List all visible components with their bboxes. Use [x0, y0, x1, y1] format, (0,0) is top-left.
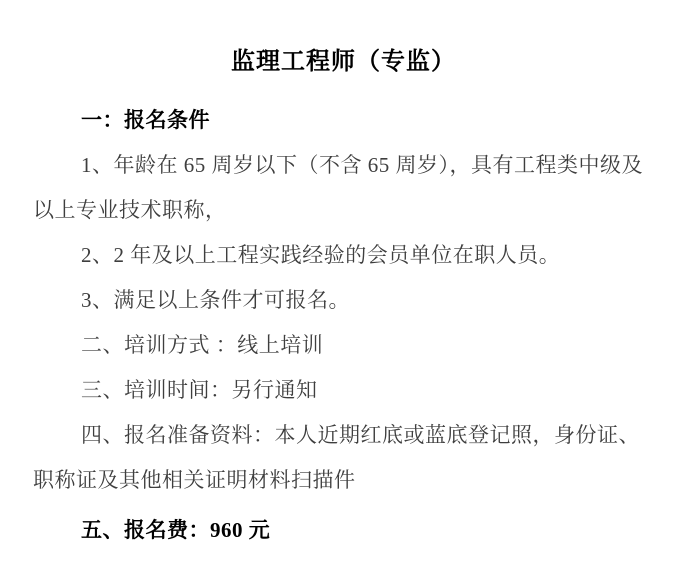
section-training-time: 三、培训时间：另行通知 [81, 378, 318, 402]
section-signup-fee: 五、报名费：960 元 [81, 518, 271, 542]
document-title: 监理工程师（专监） [231, 49, 456, 75]
section-heading-signup-conditions: 一：报名条件 [81, 108, 210, 132]
condition-1-age-and-title: 1、年龄在 65 周岁以下（不含 65 周岁），具有工程类中级及以上专业技术职称， [33, 153, 643, 222]
condition-3-eligibility: 3、满足以上条件才可报名。 [81, 288, 350, 312]
condition-2-experience: 2、2 年及以上工程实践经验的会员单位在职人员。 [81, 243, 561, 267]
section-training-method: 二、培训方式 ：线上培训 [81, 333, 324, 357]
section-signup-materials: 四、报名准备资料：本人近期红底或蓝底登记照，身份证、职称证及其他相关证明材料扫描件 [33, 423, 640, 492]
